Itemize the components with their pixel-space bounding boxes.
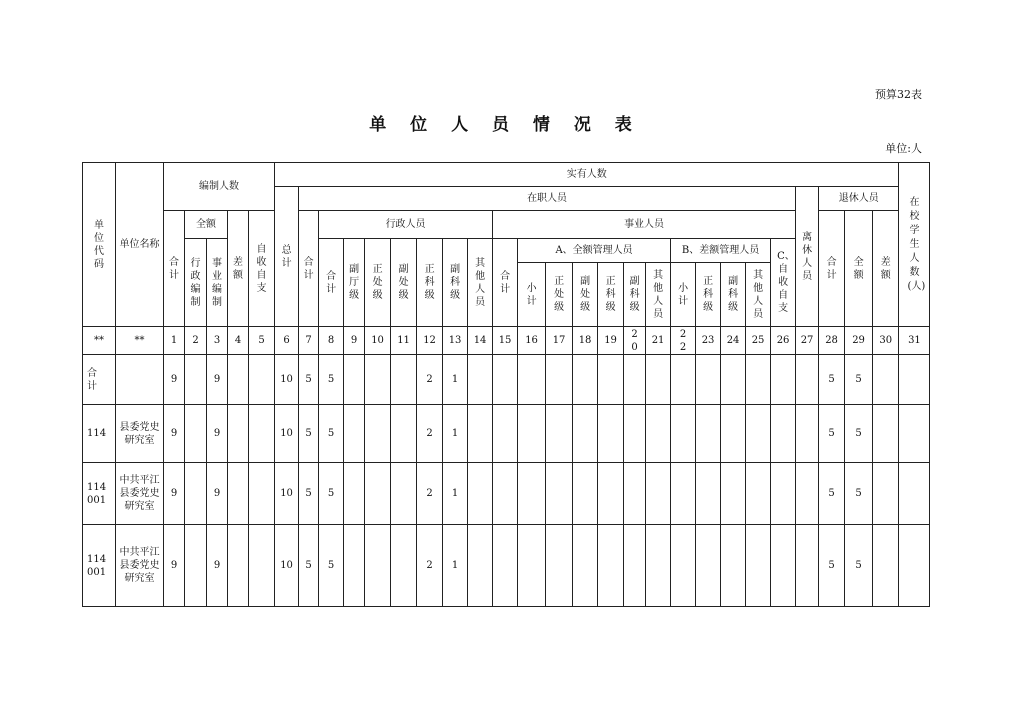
header-fuchu-b: 副处级 (573, 263, 598, 327)
value-cell (228, 463, 249, 525)
value-cell (185, 525, 207, 607)
value-cell (598, 355, 624, 405)
unit-code-cell: 114 (83, 405, 116, 463)
header-zhengke-a: 正科级 (417, 239, 443, 327)
value-cell (546, 355, 573, 405)
value-cell (796, 405, 819, 463)
value-cell (796, 355, 819, 405)
value-cell: 9 (164, 463, 185, 525)
value-cell (771, 355, 796, 405)
value-cell (365, 405, 391, 463)
column-index-cell: 10 (365, 327, 391, 355)
value-cell (185, 355, 207, 405)
value-cell (344, 525, 365, 607)
header-tuixiu: 退休人员 (819, 187, 899, 211)
value-cell (185, 405, 207, 463)
header-lixiu: 离休人员 (796, 187, 819, 327)
header-cha-e-b: 差额 (873, 211, 899, 327)
value-cell (746, 525, 771, 607)
value-cell (249, 405, 275, 463)
value-cell: 10 (275, 355, 299, 405)
value-cell: 5 (845, 405, 873, 463)
value-cell (746, 463, 771, 525)
value-cell (468, 525, 493, 607)
value-cell (344, 463, 365, 525)
unit-label: 单位:人 (885, 142, 922, 155)
table-row (83, 525, 930, 607)
unit-code-cell: 114 001 (83, 525, 116, 607)
value-cell (391, 463, 417, 525)
column-index-cell: 29 (845, 327, 873, 355)
value-cell: 1 (443, 525, 468, 607)
value-cell (344, 405, 365, 463)
value-cell (598, 525, 624, 607)
value-cell: 9 (207, 405, 228, 463)
table-row (83, 355, 930, 405)
header-shiye: 事业人员 (493, 211, 796, 239)
value-cell (249, 463, 275, 525)
value-cell (573, 463, 598, 525)
column-index-cell: 5 (249, 327, 275, 355)
value-cell (899, 525, 930, 607)
value-cell: 5 (319, 525, 344, 607)
value-cell (573, 525, 598, 607)
value-cell (598, 463, 624, 525)
value-cell (771, 525, 796, 607)
header-xingzheng-bianzhi: 行政编制 (185, 239, 207, 327)
value-cell (365, 525, 391, 607)
value-cell: 5 (845, 463, 873, 525)
value-cell (468, 405, 493, 463)
unit-code-cell: 合计 (83, 355, 116, 405)
value-cell: 1 (443, 405, 468, 463)
header-unit-code: 单位代码 (83, 163, 116, 327)
value-cell (671, 463, 696, 525)
header-unit-name: 单位名称 (116, 163, 164, 327)
value-cell: 5 (845, 525, 873, 607)
header-fuke-b: 副科级 (624, 263, 646, 327)
header-xingzheng: 行政人员 (319, 211, 493, 239)
value-cell: 5 (299, 405, 319, 463)
value-cell (624, 355, 646, 405)
header-shiye-bianzhi: 事业编制 (207, 239, 228, 327)
value-cell: 9 (164, 405, 185, 463)
column-index-cell: 12 (417, 327, 443, 355)
value-cell: 1 (443, 355, 468, 405)
header-heji-c: 合计 (319, 239, 344, 327)
value-cell: 2 (417, 525, 443, 607)
column-index-cell: 17 (546, 327, 573, 355)
value-cell: 5 (319, 463, 344, 525)
column-index-cell: ** (83, 327, 116, 355)
value-cell: 5 (299, 463, 319, 525)
value-cell (391, 525, 417, 607)
column-index-cell: 21 (646, 327, 671, 355)
value-cell (746, 405, 771, 463)
header-xiaoji-b: 小计 (671, 263, 696, 327)
column-index-cell: 24 (721, 327, 746, 355)
column-index-cell: 18 (573, 327, 598, 355)
value-cell (646, 405, 671, 463)
value-cell (573, 355, 598, 405)
header-quan-e: 全额 (185, 211, 228, 239)
value-cell: 2 (417, 405, 443, 463)
unit-name-cell: 中共平江县委党史研究室 (116, 525, 164, 607)
header-zhengke-b: 正科级 (598, 263, 624, 327)
value-cell (796, 525, 819, 607)
header-zhengchu-a: 正处级 (365, 239, 391, 327)
value-cell (518, 405, 546, 463)
column-index-cell: 9 (344, 327, 365, 355)
value-cell (493, 463, 518, 525)
value-cell: 9 (207, 355, 228, 405)
table-row (83, 463, 930, 525)
header-xiaoji-a: 小计 (518, 263, 546, 327)
value-cell (391, 405, 417, 463)
column-index-cell: 4 (228, 327, 249, 355)
value-cell (468, 463, 493, 525)
value-cell (671, 355, 696, 405)
header-c-group: C、自收自支 (771, 239, 796, 327)
value-cell: 10 (275, 463, 299, 525)
header-heji-e: 合计 (819, 211, 845, 327)
value-cell: 2 (417, 463, 443, 525)
value-cell (771, 405, 796, 463)
value-cell (546, 525, 573, 607)
header-qita-b: 其他人员 (646, 263, 671, 327)
column-index-cell: 25 (746, 327, 771, 355)
header-zishou-a: 自收自支 (249, 211, 275, 327)
column-index-cell: 2 (185, 327, 207, 355)
value-cell (721, 463, 746, 525)
value-cell (671, 405, 696, 463)
header-fuchu-a: 副处级 (391, 239, 417, 327)
value-cell: 10 (275, 525, 299, 607)
header-quan-e-b: 全额 (845, 211, 873, 327)
unit-name-cell (116, 355, 164, 405)
personnel-table (82, 162, 930, 607)
header-qita-a: 其他人员 (468, 239, 493, 327)
value-cell (598, 405, 624, 463)
value-cell (873, 355, 899, 405)
value-cell (518, 463, 546, 525)
value-cell (696, 463, 721, 525)
column-index-cell: 1 (164, 327, 185, 355)
value-cell (696, 355, 721, 405)
value-cell: 10 (275, 405, 299, 463)
value-cell (624, 405, 646, 463)
header-heji-b: 合计 (299, 211, 319, 327)
value-cell (899, 405, 930, 463)
column-index-cell: 14 (468, 327, 493, 355)
header-a-group: A、全额管理人员 (518, 239, 671, 263)
value-cell: 5 (819, 405, 845, 463)
header-cha-e-a: 差额 (228, 211, 249, 327)
value-cell (796, 463, 819, 525)
table-number-label: 预算32表 (875, 88, 922, 101)
unit-code-cell: 114 001 (83, 463, 116, 525)
column-index-cell: 27 (796, 327, 819, 355)
value-cell (228, 405, 249, 463)
table-row (83, 405, 930, 463)
value-cell (696, 405, 721, 463)
column-index-cell: 26 (771, 327, 796, 355)
value-cell (249, 355, 275, 405)
value-cell (624, 463, 646, 525)
value-cell (696, 525, 721, 607)
column-index-cell: 3 (207, 327, 228, 355)
value-cell: 9 (207, 463, 228, 525)
header-bianzhi: 编制人数 (164, 163, 275, 211)
value-cell: 5 (845, 355, 873, 405)
unit-name-cell: 中共平江县委党史研究室 (116, 463, 164, 525)
value-cell (546, 463, 573, 525)
page-title: 单 位 人 员 情 况 表 (369, 115, 641, 135)
value-cell: 5 (819, 525, 845, 607)
value-cell (249, 525, 275, 607)
value-cell: 5 (819, 463, 845, 525)
column-index-cell: 15 (493, 327, 518, 355)
header-zongji: 总计 (275, 187, 299, 327)
value-cell: 9 (164, 355, 185, 405)
column-index-cell: 28 (819, 327, 845, 355)
column-index-cell: 23 (696, 327, 721, 355)
header-fuke-c: 副科级 (721, 263, 746, 327)
column-index-cell: 30 (873, 327, 899, 355)
value-cell (771, 463, 796, 525)
value-cell (493, 355, 518, 405)
column-index-cell: ** (116, 327, 164, 355)
header-zaizhi: 在职人员 (299, 187, 796, 211)
column-index-row (83, 327, 930, 355)
value-cell (721, 525, 746, 607)
header-shiyou: 实有人数 (275, 163, 899, 187)
value-cell: 2 (417, 355, 443, 405)
value-cell: 5 (319, 355, 344, 405)
value-cell (671, 525, 696, 607)
value-cell (518, 525, 546, 607)
column-index-cell: 20 (624, 327, 646, 355)
column-index-cell: 31 (899, 327, 930, 355)
column-index-cell: 7 (299, 327, 319, 355)
header-qita-c: 其他人员 (746, 263, 771, 327)
value-cell (468, 355, 493, 405)
header-zaixiao: 在校学生人数(人) (899, 163, 930, 327)
value-cell (185, 463, 207, 525)
value-cell: 1 (443, 463, 468, 525)
column-index-cell: 22 (671, 327, 696, 355)
column-index-cell: 11 (391, 327, 417, 355)
column-index-cell: 6 (275, 327, 299, 355)
value-cell: 5 (299, 355, 319, 405)
value-cell (493, 405, 518, 463)
value-cell (391, 355, 417, 405)
value-cell (344, 355, 365, 405)
value-cell (624, 525, 646, 607)
column-index-cell: 16 (518, 327, 546, 355)
value-cell (746, 355, 771, 405)
value-cell (228, 355, 249, 405)
header-heji-a: 合计 (164, 211, 185, 327)
value-cell: 5 (319, 405, 344, 463)
value-cell (365, 355, 391, 405)
value-cell (721, 405, 746, 463)
value-cell (546, 405, 573, 463)
column-index-cell: 13 (443, 327, 468, 355)
value-cell (899, 355, 930, 405)
header-futing: 副厅级 (344, 239, 365, 327)
header-zhengchu-b: 正处级 (546, 263, 573, 327)
value-cell (721, 355, 746, 405)
value-cell (873, 405, 899, 463)
value-cell (873, 463, 899, 525)
value-cell (518, 355, 546, 405)
column-index-cell: 8 (319, 327, 344, 355)
value-cell: 9 (164, 525, 185, 607)
header-fuke-a: 副科级 (443, 239, 468, 327)
header-heji-d: 合计 (493, 239, 518, 327)
value-cell (646, 525, 671, 607)
value-cell (646, 355, 671, 405)
header-zhengke-c: 正科级 (696, 263, 721, 327)
value-cell (646, 463, 671, 525)
column-index-cell: 19 (598, 327, 624, 355)
value-cell: 5 (299, 525, 319, 607)
value-cell (899, 463, 930, 525)
value-cell: 9 (207, 525, 228, 607)
value-cell (493, 525, 518, 607)
value-cell (873, 525, 899, 607)
value-cell (365, 463, 391, 525)
value-cell: 5 (819, 355, 845, 405)
value-cell (228, 525, 249, 607)
value-cell (573, 405, 598, 463)
header-b-group: B、差额管理人员 (671, 239, 771, 263)
unit-name-cell: 县委党史研究室 (116, 405, 164, 463)
